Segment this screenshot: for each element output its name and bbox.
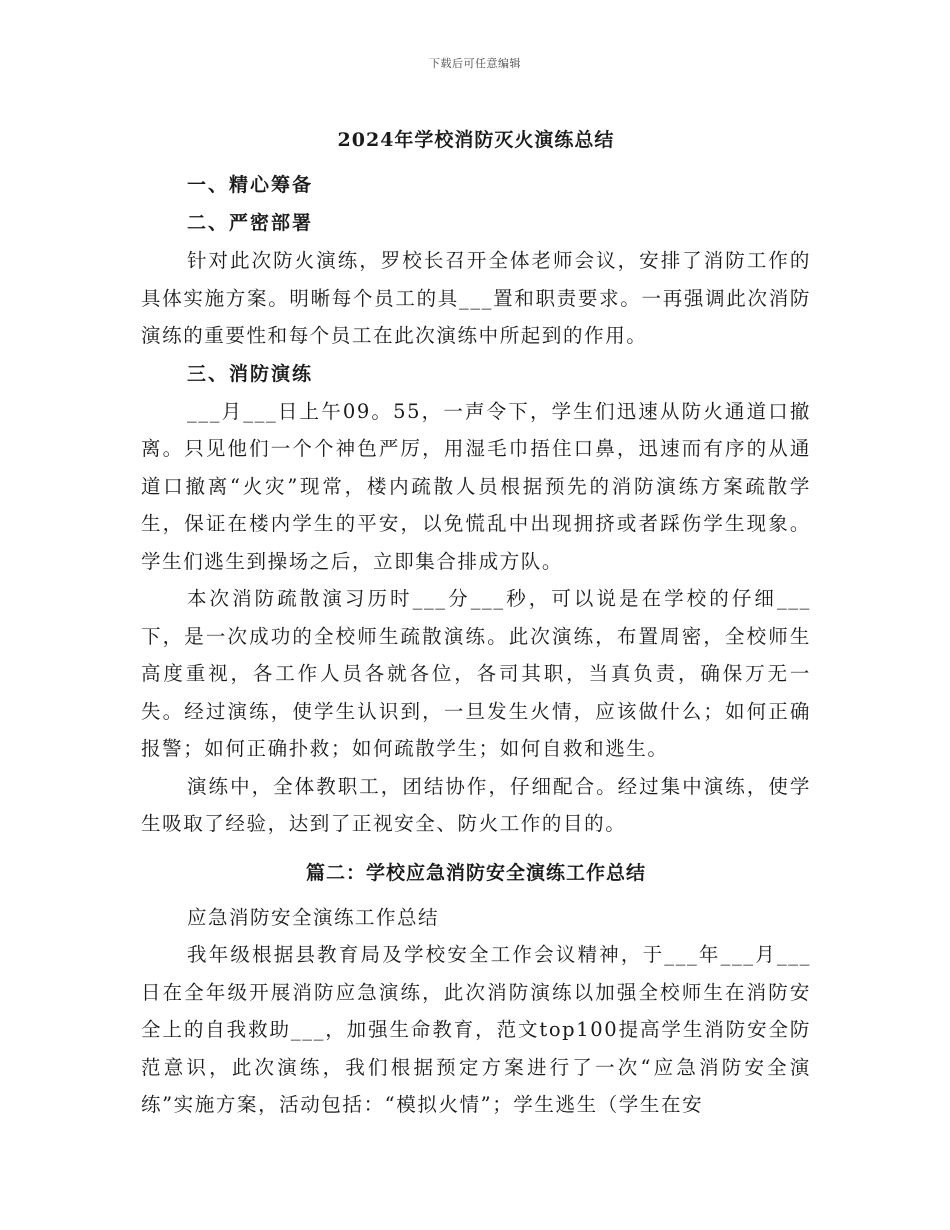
document-body [141, 120, 811, 1124]
paragraph-drill: ___月___日上午09。55，一声令下，学生们迅速从防火通道口撤离。只见他们一个个神色严厉，用湿毛巾捂住口鼻，迅速而有序的从通道口撤离“火灾”现常，楼内疏散人员根据预先的消防演练方案疏散学生，保证在楼内学生的平安，以免慌乱中出现拥挤或者踩伤学生现象。学生们逃生到操场之后，立即集合排成方队。 [141, 399, 811, 573]
paragraph-evaluation: 本次消防疏散演习历时___分___秒，可以说是在学校的仔细___下，是一次成功的全校师生疏散演练。此次演练，布置周密，全校师生高度重视，各工作人员各就各位，各司其职，当真负责，确保万无一失。经过演练，使学生认识到，一旦发生火情，应该做什么；如何正确报警；如何正确扑救；如何疏散学生；如何自救和逃生。 [141, 587, 811, 760]
header-note: 下载后可任意编辑 [429, 57, 521, 70]
section-heading-3: 三、消防演练 [187, 362, 314, 385]
section-heading-1: 一、精心筹备 [187, 174, 314, 196]
paragraph-subtitle: 应急消防安全演练工作总结 [187, 905, 440, 929]
paragraph-part-two-intro: 我年级根据县教育局及学校安全工作会议精神，于___年___月___日在全年级开展消防应急演练，此次消防演练以加强全校师生在消防安全上的自我救助___，加强生命教育，范文top100提高学生消防安全防范意识，此次演练，我们根据预定方案进行了一次“应急消防安全演练”实施方案，活动包括：“模拟火情”；学生逃生（学生在安 [141, 943, 811, 1116]
paragraph-cooperation: 演练中，全体教职工，团结协作，仔细配合。经过集中演练，使学生吸取了经验，达到了正视安全、防火工作的目的。 [141, 774, 811, 835]
paragraph-deployment: 针对此次防火演练，罗校长召开全体老师会议，安排了消防工作的具体实施方案。明晰每个员工的具___置和职责要求。一再强调此次消防演练的重要性和每个员工在此次演练中所起到的作用。 [141, 249, 811, 347]
document-title: 2024年学校消防灭火演练总结 [337, 129, 615, 151]
section-heading-2: 二、严密部署 [187, 212, 314, 234]
part-two-title: 篇二：学校应急消防安全演练工作总结 [305, 861, 646, 884]
